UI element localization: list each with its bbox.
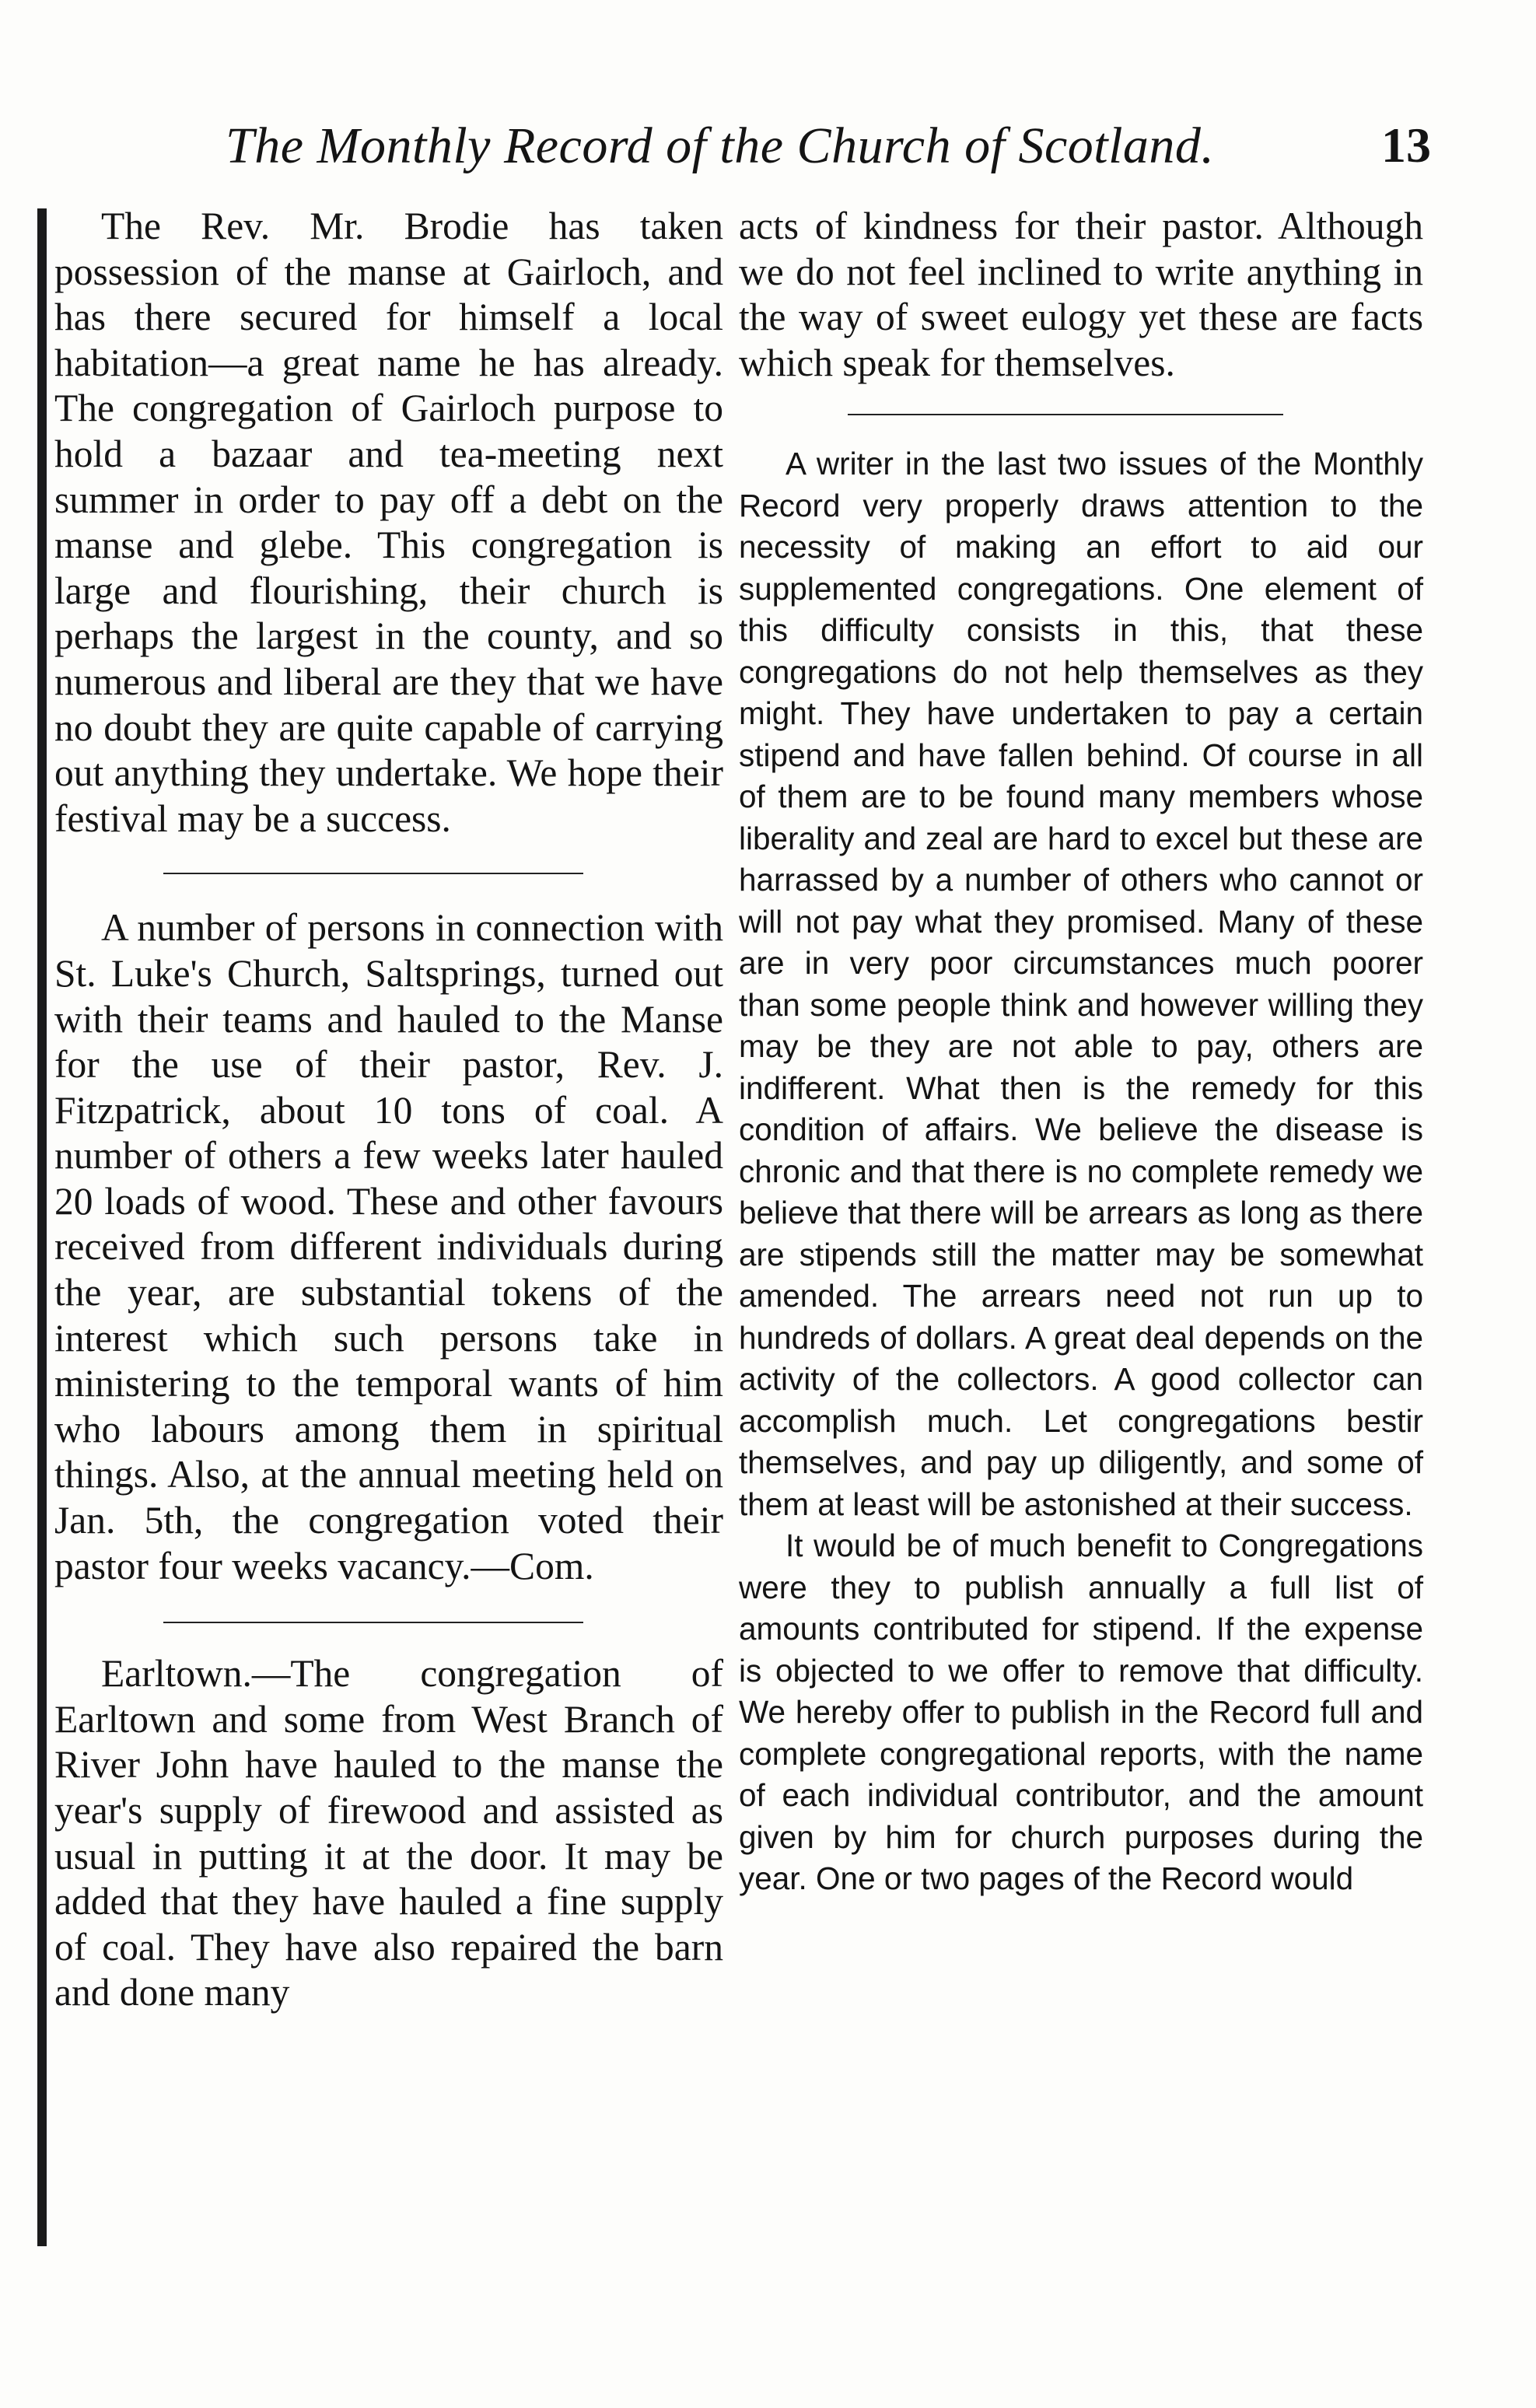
article-earltown: Earltown.—The congregation of Earltown and some from West Branch of River John have hauled to the manse the year's supply of firewood and assisted as usual in putting it at the door. It may be added that they have hauled a fine supply of coal. They have also repaired the barn and done many: [54, 1652, 723, 2014]
right-column: [739, 204, 1423, 1900]
article-stipend-lists: It would be of much benefit to Congregations were they to publish annually a full list of amounts contributed for stipend. If the expense is objected to we offer to remove that difficulty. We hereby offer to publish in the Record full and complete congregational reports, with the name of each individual contributor, and the amount given by him for church purposes during the year. One or two pages of the Record would: [739, 1528, 1423, 1897]
binding-margin-rule: [37, 208, 47, 2246]
section-divider: [848, 414, 1283, 415]
article-earltown-continued: acts of kindness for their pastor. Although we do not feel inclined to write anything in the way of sweet eulogy yet these are facts which speak for themselves.: [739, 205, 1423, 384]
section-divider: [163, 873, 583, 874]
left-column: [54, 204, 723, 2016]
article-gairloch: The Rev. Mr. Brodie has taken possession of the manse at Gairloch, and has there secured for himself a local habitation—a great name he has already. The congregation of Gairloch purpose to hold a bazaar and tea-meeting next summer in order to pay off a debt on the manse and glebe. This congregation is large and flourishing, their church is perhaps the largest in the county, and so numerous and liberal are they that we have no doubt they are quite capable of carrying out anything they undertake. We hope their festival may be a success.: [54, 205, 723, 840]
page-number: 13: [1381, 117, 1431, 173]
article-supplemented-congregations: A writer in the last two issues of the Monthly Record very properly draws attention to the necessity of making an effort to aid our supplemented congregations. One element of this difficulty consists in this, that these congregations do not help themselves as they might. They have undertaken to pay a certain stipend and have fallen behind. Of course in all of them are to be found many members whose liberality and zeal are hard to excel but these are harrassed by a number of others who cannot or will not pay what they promised. Many of these are in very poor circumstances much poorer than some people think and however willing they may be they are not able to pay, others are indifferent. What then is the remedy for this condition of affairs. We believe the disease is chronic and that there is no complete remedy we believe that there will be arrears as long as there are stipends still the matter may be somewhat amended. The arrears need not run up to hundreds of dollars. A great deal depends on the activity of the collectors. A good collector can accomplish much. Let congregations bestir themselves, and pay up diligently, and some of them at least will be astonished at their success.: [739, 446, 1423, 1522]
running-title: The Monthly Record of the Church of Scotland.: [226, 117, 1215, 174]
section-divider: [163, 1622, 583, 1623]
page-header: [226, 117, 1431, 187]
article-saltsprings: A number of persons in connection with St. Luke's Church, Saltsprings, turned out with their teams and hauled to the Manse for the use of their pastor, Rev. J. Fitzpatrick, about 10 tons of coal. A number of others a few weeks later hauled 20 loads of wood. These and other favours received from different individuals during the year, are substantial tokens of the interest which such persons take in ministering to the temporal wants of him who labours among them in spiritual things. Also, at the annual meeting held on Jan. 5th, the congregation voted their pastor four weeks vacancy.—Com.: [54, 906, 723, 1587]
